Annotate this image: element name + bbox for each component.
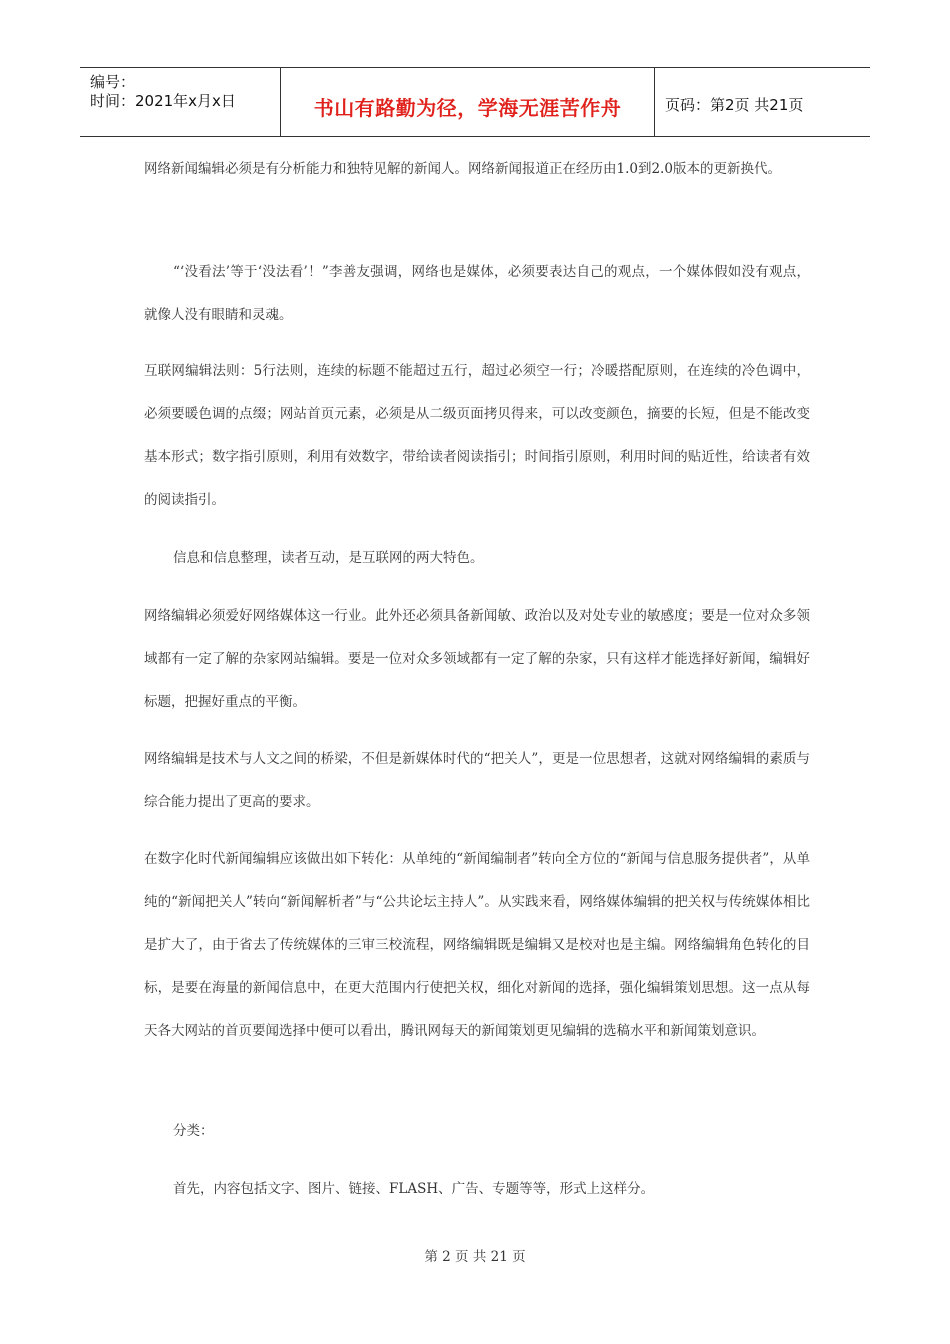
- header-motto-cell: [281, 68, 655, 136]
- document-header: [80, 67, 870, 137]
- document-time-label: 时间：2021年x月x日: [90, 92, 236, 110]
- paragraph-classification-first: 首先，内容包括文字、图片、链接、FLASH、广告、专题等等，形式上这样分。: [173, 1181, 655, 1197]
- header-page-cell: [655, 68, 870, 136]
- document-number-label: 编号：: [90, 73, 136, 91]
- paragraph-editor-analysis: 网络新闻编辑必须是有分析能力和独特见解的新闻人。网络新闻报道正在经历由1.0到2.0版本的更新换代。: [144, 161, 781, 177]
- header-page-code: 页码：第2页 共21页: [665, 96, 804, 114]
- paragraph-viewpoint-quote: “‘没看法’等于‘没法看’！”李善友强调，网络也是媒体，必须要表达自己的观点，一个媒体假如没有观点，就像人没有眼睛和灵魂。: [144, 264, 810, 323]
- page-footer: 第 2 页 共 21 页: [424, 1249, 526, 1265]
- paragraph-editor-bridge: 网络编辑是技术与人文之间的桥梁，不但是新媒体时代的“把关人”，更是一位思想者，这就对网络编辑的素质与综合能力提出了更高的要求。: [144, 751, 810, 810]
- header-meta-cell: [80, 68, 281, 136]
- paragraph-digital-transformation: 在数字化时代新闻编辑应该做出如下转化：从单纯的“新闻编制者”转向全方位的“新闻与信息服务提供者”，从单纯的“新闻把关人”转向“新闻解析者”与“公共论坛主持人”。从实践来看，网络媒体编辑的把关权与传统媒体相比是扩大了，由于省去了传统媒体的三审三校流程，网络编辑既是编辑又是校对也是主编。网络编辑角色转化的目标，是要在海量的新闻信息中，在更大范围内行使把关权，细化对新闻的选择，强化编辑策划思想。这一点从每天各大网站的首页要闻选择中便可以看出，腾讯网每天的新闻策划更见编辑的选稿水平和新闻策划意识。: [144, 851, 810, 1039]
- header-motto: 书山有路勤为径，学海无涯苦作舟: [313, 96, 622, 120]
- paragraph-internet-features: 信息和信息整理，读者互动，是互联网的两大特色。: [173, 550, 484, 566]
- paragraph-editor-requirements: 网络编辑必须爱好网络媒体这一行业。此外还必须具备新闻敏、政治以及对处专业的敏感度；要是一位对众多领域都有一定了解的杂家网站编辑。要是一位对众多领域都有一定了解的杂家，只有这样才能选择好新闻，编辑好标题，把握好重点的平衡。: [144, 608, 810, 710]
- paragraph-internet-rules: 互联网编辑法则：5行法则，连续的标题不能超过五行，超过必须空一行；冷暖搭配原则，在连续的冷色调中，必须要暖色调的点缀；网站首页元素，必须是从二级页面拷贝得来，可以改变颜色，摘要的长短，但是不能改变基本形式；数字指引原则，利用有效数字，带给读者阅读指引；时间指引原则，利用时间的贴近性，给读者有效的阅读指引。: [144, 363, 810, 508]
- paragraph-classification-heading: 分类：: [173, 1123, 214, 1139]
